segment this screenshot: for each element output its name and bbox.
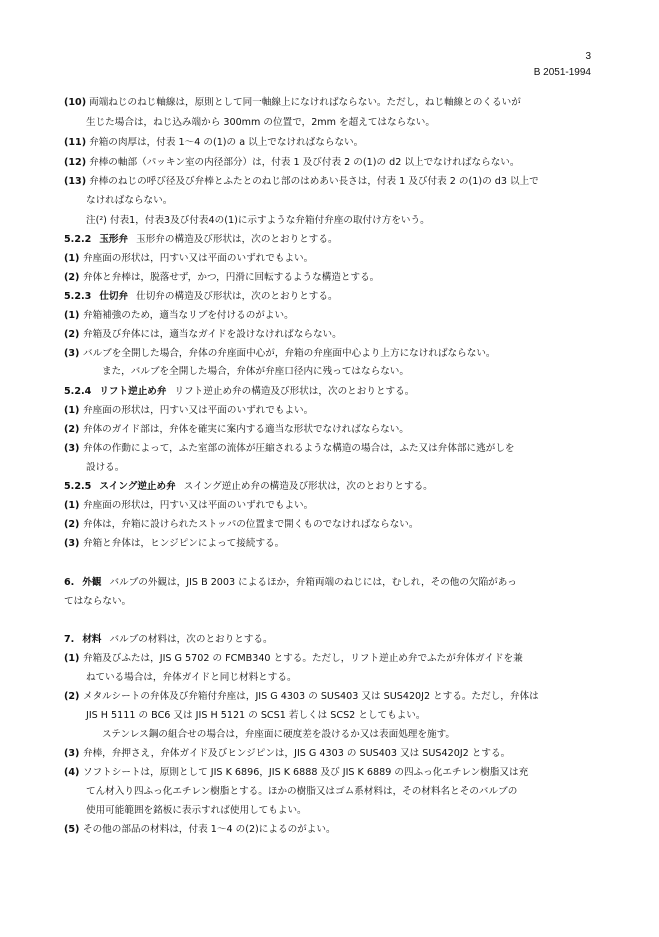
- section-heading: 6. 外観 バルブの外観は，JIS B 2003 によるほか，弁箱両端のねじには，むしれ，その他の欠陥があっ: [64, 577, 517, 588]
- list-item: (1) 弁箱補強のため，適当なリブを付けるのがよい。: [64, 310, 294, 321]
- list-item: (3) 弁箱と弁体は，ヒンジピンによって接続する。: [64, 538, 285, 549]
- list-item-continuation: なければならない。: [86, 195, 173, 206]
- section-heading: 5.2.3 仕切弁 仕切弁の構造及び形状は，次のとおりとする。: [64, 291, 338, 302]
- section-heading: 7. 材料 バルブの材料は，次のとおりとする。: [64, 634, 273, 645]
- list-item: (3) 弁体の作動によって，ふた室部の流体が圧縮されるような構造の場合は，ふた又は弁体部に逃がしを: [64, 443, 515, 454]
- section-heading: 5.2.2 玉形弁 玉形弁の構造及び形状は，次のとおりとする。: [64, 234, 338, 245]
- list-item-continuation: 生じた場合は，ねじ込み端から 300mm の位置で，2mm を超えてはならない。: [86, 117, 435, 128]
- list-item: (2) 弁体は，弁箱に設けられたストッパの位置まで開くものでなければならない。: [64, 519, 419, 530]
- list-item: (11) 弁箱の肉厚は，付表 1～4 の(1)の a 以上でなければならない。: [64, 137, 364, 148]
- list-item-continuation: 設ける。: [86, 462, 125, 473]
- list-item: (5) その他の部品の材料は，付表 1～4 の(2)によるのがよい。: [64, 824, 336, 835]
- list-item: (2) 弁体と弁棒は，脱落せず，かつ，円滑に回転するような構造とする。: [64, 272, 380, 283]
- list-item-continuation: また，バルブを全開した場合，弁体が弁座口径内に残ってはならない。: [102, 366, 409, 377]
- list-item-continuation: 使用可能範囲を銘板に表示すれば使用してもよい。: [86, 805, 307, 816]
- list-item-continuation: ねている場合は，弁体ガイドと同じ材料とする。: [86, 672, 297, 683]
- list-item: (12) 弁棒の軸部（パッキン室の内径部分）は，付表 1 及び付表 2 の(1)の d2 以上でなければならない。: [64, 157, 520, 168]
- paragraph-continuation: てはならない。: [64, 596, 132, 607]
- list-item: (2) 弁箱及び弁体には，適当なガイドを設けなければならない。: [64, 329, 342, 340]
- list-item: (1) 弁座面の形状は，円すい又は平面のいずれでもよい。: [64, 500, 314, 511]
- list-item: (10) 両端ねじのねじ軸線は，原則として同一軸線上になければならない。ただし，ねじ軸線とのくるいが: [64, 97, 521, 108]
- list-item: (3) 弁棒，弁押さえ，弁体ガイド及びヒンジピンは，JIS G 4303 の SUS403 又は SUS420J2 とする。: [64, 748, 511, 759]
- list-item: (2) 弁体のガイド部は，弁体を確実に案内する適当な形状でなければならない。: [64, 424, 409, 435]
- list-item: (4) ソフトシートは，原則として JIS K 6896，JIS K 6888 及び JIS K 6889 の四ふっ化エチレン樹脂又は充: [64, 767, 529, 778]
- list-item-continuation: JIS H 5111 の BC6 又は JIS H 5121 の SCS1 若しくは SCS2 としてもよい。: [86, 710, 426, 721]
- section-heading: 5.2.5 スイング逆止め弁 スイング逆止め弁の構造及び形状は，次のとおりとする。: [64, 481, 433, 492]
- section-heading: 5.2.4 リフト逆止め弁 リフト逆止め弁の構造及び形状は，次のとおりとする。: [64, 386, 415, 397]
- list-item: (2) メタルシートの弁体及び弁箱付弁座は，JIS G 4303 の SUS403 又は SUS420J2 とする。ただし，弁体は: [64, 691, 539, 702]
- list-item: (1) 弁座面の形状は，円すい又は平面のいずれでもよい。: [64, 405, 314, 416]
- list-item-continuation: ステンレス鋼の組合せの場合は，弁座面に硬度差を設けるか又は表面処理を施す。: [102, 729, 455, 740]
- standard-number: B 2051-1994: [533, 67, 591, 78]
- list-item-continuation: てん材入り四ふっ化エチレン樹脂とする。ほかの樹脂又はゴム系材料は，その材料名とそのバルブの: [86, 786, 518, 797]
- list-item: (1) 弁座面の形状は，円すい又は平面のいずれでもよい。: [64, 253, 314, 264]
- page-number: 3: [585, 51, 591, 62]
- list-item: (1) 弁箱及びふたは，JIS G 5702 の FCMB340 とする。ただし，リフト逆止め弁でふたが弁体ガイドを兼: [64, 653, 523, 664]
- list-item: (3) バルブを全開した場合，弁体の弁座面中心が，弁箱の弁座面中心より上方になければならない。: [64, 348, 496, 359]
- note: 注(²) 付表1，付表3及び付表4の(1)に示すような弁箱付弁座の取付け方をいう。: [86, 215, 430, 226]
- list-item: (13) 弁棒のねじの呼び径及び弁棒とふたとのねじ部のはめあい長さは，付表 1 及び付表 2 の(1)の d3 以上で: [64, 176, 539, 187]
